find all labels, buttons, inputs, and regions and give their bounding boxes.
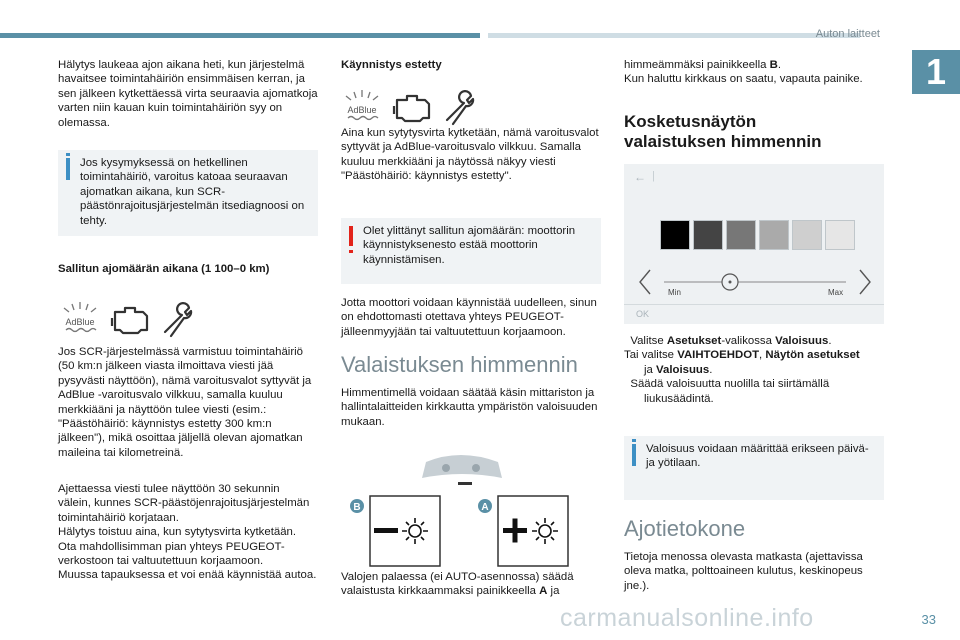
note-line: toimintahäiriö korjataan. xyxy=(58,511,179,524)
header-bar xyxy=(0,33,480,38)
back-arrow-icon[interactable]: ← xyxy=(634,170,646,184)
col1-body: Jos SCR-järjestelmässä varmistuu toimintahäiriö (50 km:n jälkeen viasta ilmoittava viesti jää pysyvästi näyttöön), nämä varoitusvalot syttyvät ja AdBlue -varoitusvalo vilkkuu, samalla kuuluu merkkiääni ja näyttöön tulee viesti (esim.: "Päästöhäiriö: käynnistys estetty 300 km:n jälkeen"), mikä osoittaa jäljellä olevan ajomatkan maileina tai kilometreinä. xyxy=(58,346,312,459)
dashboard-icon xyxy=(422,455,502,485)
info-icon xyxy=(632,444,636,466)
col3-continued-2: Kun haluttu kirkkaus on saatu, vapauta painike. xyxy=(624,73,863,85)
adblue-icon xyxy=(64,302,96,332)
col2-body3: Himmentimellä voidaan säätää käsin mittariston ja hallintalaitteiden kirkkautta ympäristön valoisuuden mukaan. xyxy=(341,387,598,428)
brightness-swatch xyxy=(693,220,723,250)
col1-info-box xyxy=(58,150,318,236)
col2-warning-text: Olet ylittänyt sallitun ajomäärän: moottorin käynnistyksenesto estää moottorin käynnistämisen. xyxy=(363,225,576,266)
col1-intro: Hälytys laukeaa ajon aikana heti, kun järjestelmä havaitsee toimintahäiriön ensimmäisen kerran, ja sen jälkeen kytkettäessä virta seuraavia ajomatkoja varten niin kauan kuin toimintahäiriön syy on olemassa. xyxy=(58,59,318,129)
wrench-icon xyxy=(447,91,473,124)
brightness-swatch xyxy=(660,220,690,250)
note-line: verkostoon tai valtuutettuun korjaamoon. xyxy=(58,555,264,568)
instruction-line: ja Valoisuus. xyxy=(644,363,713,376)
max-label: Max xyxy=(828,288,844,297)
col2-body1: Aina kun sytytysvirta kytketään, nämä varoitusvalot syttyvät ja AdBlue-varoitusvalo vilkkuu. Samalla kuuluu merkkiääni ja näytössä näkyy viesti "Päästöhäiriö: käynnistys estetty". xyxy=(341,127,599,183)
col2-warning-box xyxy=(341,218,601,284)
col2-body2: Jotta moottori voidaan käynnistää uudelleen, sinun on ehdottomasti otettava yhteys PEUGEOT-jälleenmyyjään tai valtuutettuun korjaamoon. xyxy=(341,297,597,338)
section-title: Auton laitteet xyxy=(815,28,880,40)
bullet-item: Valitse Asetukset-valikossa Valoisuus. xyxy=(630,335,832,347)
col3-heading: Kosketusnäytön valaistuksen himmennin xyxy=(624,112,822,151)
col1-warning-icons xyxy=(60,298,200,340)
info-icon xyxy=(66,158,70,180)
watermark: carmanualsonline.info xyxy=(560,604,814,632)
brightness-swatch xyxy=(825,220,855,250)
svg-text:AdBlue: AdBlue xyxy=(347,105,377,115)
engine-icon xyxy=(394,96,429,121)
svg-text:AdBlue: AdBlue xyxy=(65,317,95,327)
col3-body: Tietoja menossa olevasta matkasta (ajettavissa oleva matka, polttoaineen kulutus, keskinopeus jne.). xyxy=(624,551,863,592)
col1-subheading: Sallitun ajomäärän aikana (1 100–0 km) xyxy=(58,263,270,275)
note-line: Ajettaessa viesti tulee näyttöön 30 sekunnin xyxy=(58,483,280,495)
note-line: Muussa tapauksessa et voi enää käynnistää autoa. xyxy=(58,569,317,582)
col3-info-box xyxy=(624,436,884,500)
note-line: Hälytys toistuu aina, kun sytytysvirta kytketään. xyxy=(58,526,297,539)
header-bar-light xyxy=(488,33,860,38)
brightness-slider[interactable] xyxy=(624,262,884,302)
warning-icon xyxy=(349,226,353,246)
left-arrow-icon xyxy=(640,270,650,294)
chapter-number: 1 xyxy=(912,50,960,94)
col3-continued: himmeämmäksi painikkeella B. xyxy=(624,59,782,71)
col3-instructions xyxy=(624,334,886,406)
right-arrow-icon xyxy=(860,270,870,294)
instruction-line: Tai valitse VAIHTOEHDOT, Näytön asetukset xyxy=(624,349,860,362)
touchscreen-mockup: ← | Min Max OK xyxy=(624,164,884,324)
engine-icon xyxy=(112,308,147,333)
wrench-icon xyxy=(165,303,191,336)
col2-heading: Valaistuksen himmennin xyxy=(341,352,578,377)
min-label: Min xyxy=(668,288,681,297)
col2-body4: Valojen palaessa (ei AUTO-asennossa) säädä valaistusta kirkkaammaksi painikkeella A ja xyxy=(341,571,574,598)
brightness-swatch xyxy=(792,220,822,250)
label-b: B xyxy=(353,502,361,513)
col2-subheading: Käynnistys estetty xyxy=(341,59,442,71)
col2-warning-icons xyxy=(342,86,482,128)
col1-small-note xyxy=(58,482,326,583)
note-line: Ota mahdollisimman pian yhteys PEUGEOT- xyxy=(58,540,285,553)
adblue-icon xyxy=(346,90,378,120)
col3-info-text: Valoisuus voidaan määrittää erikseen päivä- ja yötilaan. xyxy=(646,443,869,470)
col3-heading2: Ajotietokone xyxy=(624,516,746,541)
dimmer-illustration xyxy=(348,448,578,574)
bullet-item: Säädä valoisuutta nuolilla tai siirtämällä liukusäädintä. xyxy=(630,378,830,405)
ok-button[interactable]: OK xyxy=(636,309,650,319)
minus-icon xyxy=(374,528,398,533)
brightness-swatch xyxy=(726,220,756,250)
col1-info-text: Jos kysymyksessä on hetkellinen toimintahäiriö, varoitus katoaa seuraavan ajomatkan aikana, kun SCR-päästönrajoitusjärjestelmän itsediagnoosi on tehty. xyxy=(80,157,305,227)
note-line: välein, kunnes SCR-päästöjenrajoitusjärjestelmän xyxy=(58,497,310,510)
page-number: 33 xyxy=(921,612,936,627)
brightness-swatch xyxy=(759,220,789,250)
label-a: A xyxy=(481,502,489,513)
